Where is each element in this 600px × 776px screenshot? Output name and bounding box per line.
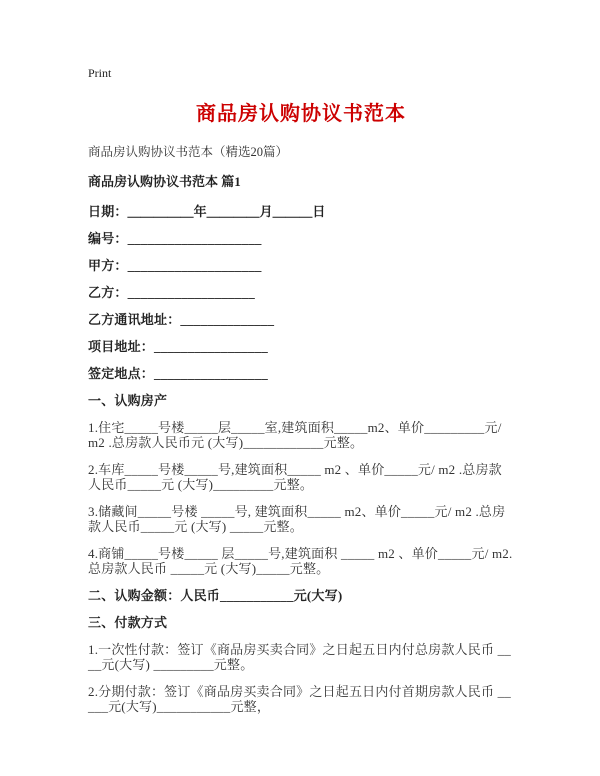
section-heading-payment-method: 三、付款方式 [88, 615, 168, 630]
clause-residence: 1.住宅_____号楼_____层_____室,建筑面积_____m2、单价_________元/ m2 .总房款人民币元 (大写)____________元整。 [88, 420, 502, 450]
page-subtitle: 商品房认购协议书范本（精选20篇） [88, 145, 289, 159]
section-heading-purchase-property: 一、认购房产 [88, 393, 168, 408]
page-title: 商品房认购协议书范本 [196, 103, 406, 125]
form-line-date: 日期：＿＿＿＿＿年＿＿＿＿月＿＿＿日 [88, 204, 326, 219]
clause-shop: 4.商铺_____号楼_____ 层_____号,建筑面积 _____ m2 、单价_____元/ m2.总房款人民币 _____元 (大写)_____元整。 [88, 546, 513, 576]
clause-installment-payment: 2.分期付款：签订《商品房买卖合同》之日起五日内付首期房款人民币 _____元(大写)___________元整， [88, 684, 512, 714]
clause-storage: 3.储藏间_____号楼 _____号, 建筑面积_____ m2、单价_____元/ m2 .总房款人民币_____元 (大写) _____元整。 [88, 504, 506, 534]
form-line-party-a: 甲方：____________________ [88, 258, 262, 273]
clause-lump-sum-payment: 1.一次性付款：签订《商品房买卖合同》之日起五日内付总房款人民币 ____元(大写) _________元整。 [88, 642, 512, 672]
form-line-party-b: 乙方：___________________ [88, 285, 255, 300]
form-line-party-b-address: 乙方通讯地址：______________ [88, 312, 275, 327]
print-button[interactable]: Print [88, 66, 112, 80]
section-heading-purchase-amount: 二、认购金额：人民币___________元(大写) [88, 588, 343, 603]
article-heading: 商品房认购协议书范本 篇1 [88, 174, 241, 189]
form-line-number: 编号：____________________ [88, 231, 262, 246]
form-line-signing-place: 签定地点：_________________ [88, 366, 268, 381]
form-line-project-address: 项目地址：_________________ [88, 339, 268, 354]
clause-garage: 2.车库_____号楼_____号,建筑面积_____ m2 、单价_____元/ m2 .总房款人民币_____元 (大写)_________元整。 [88, 462, 502, 492]
